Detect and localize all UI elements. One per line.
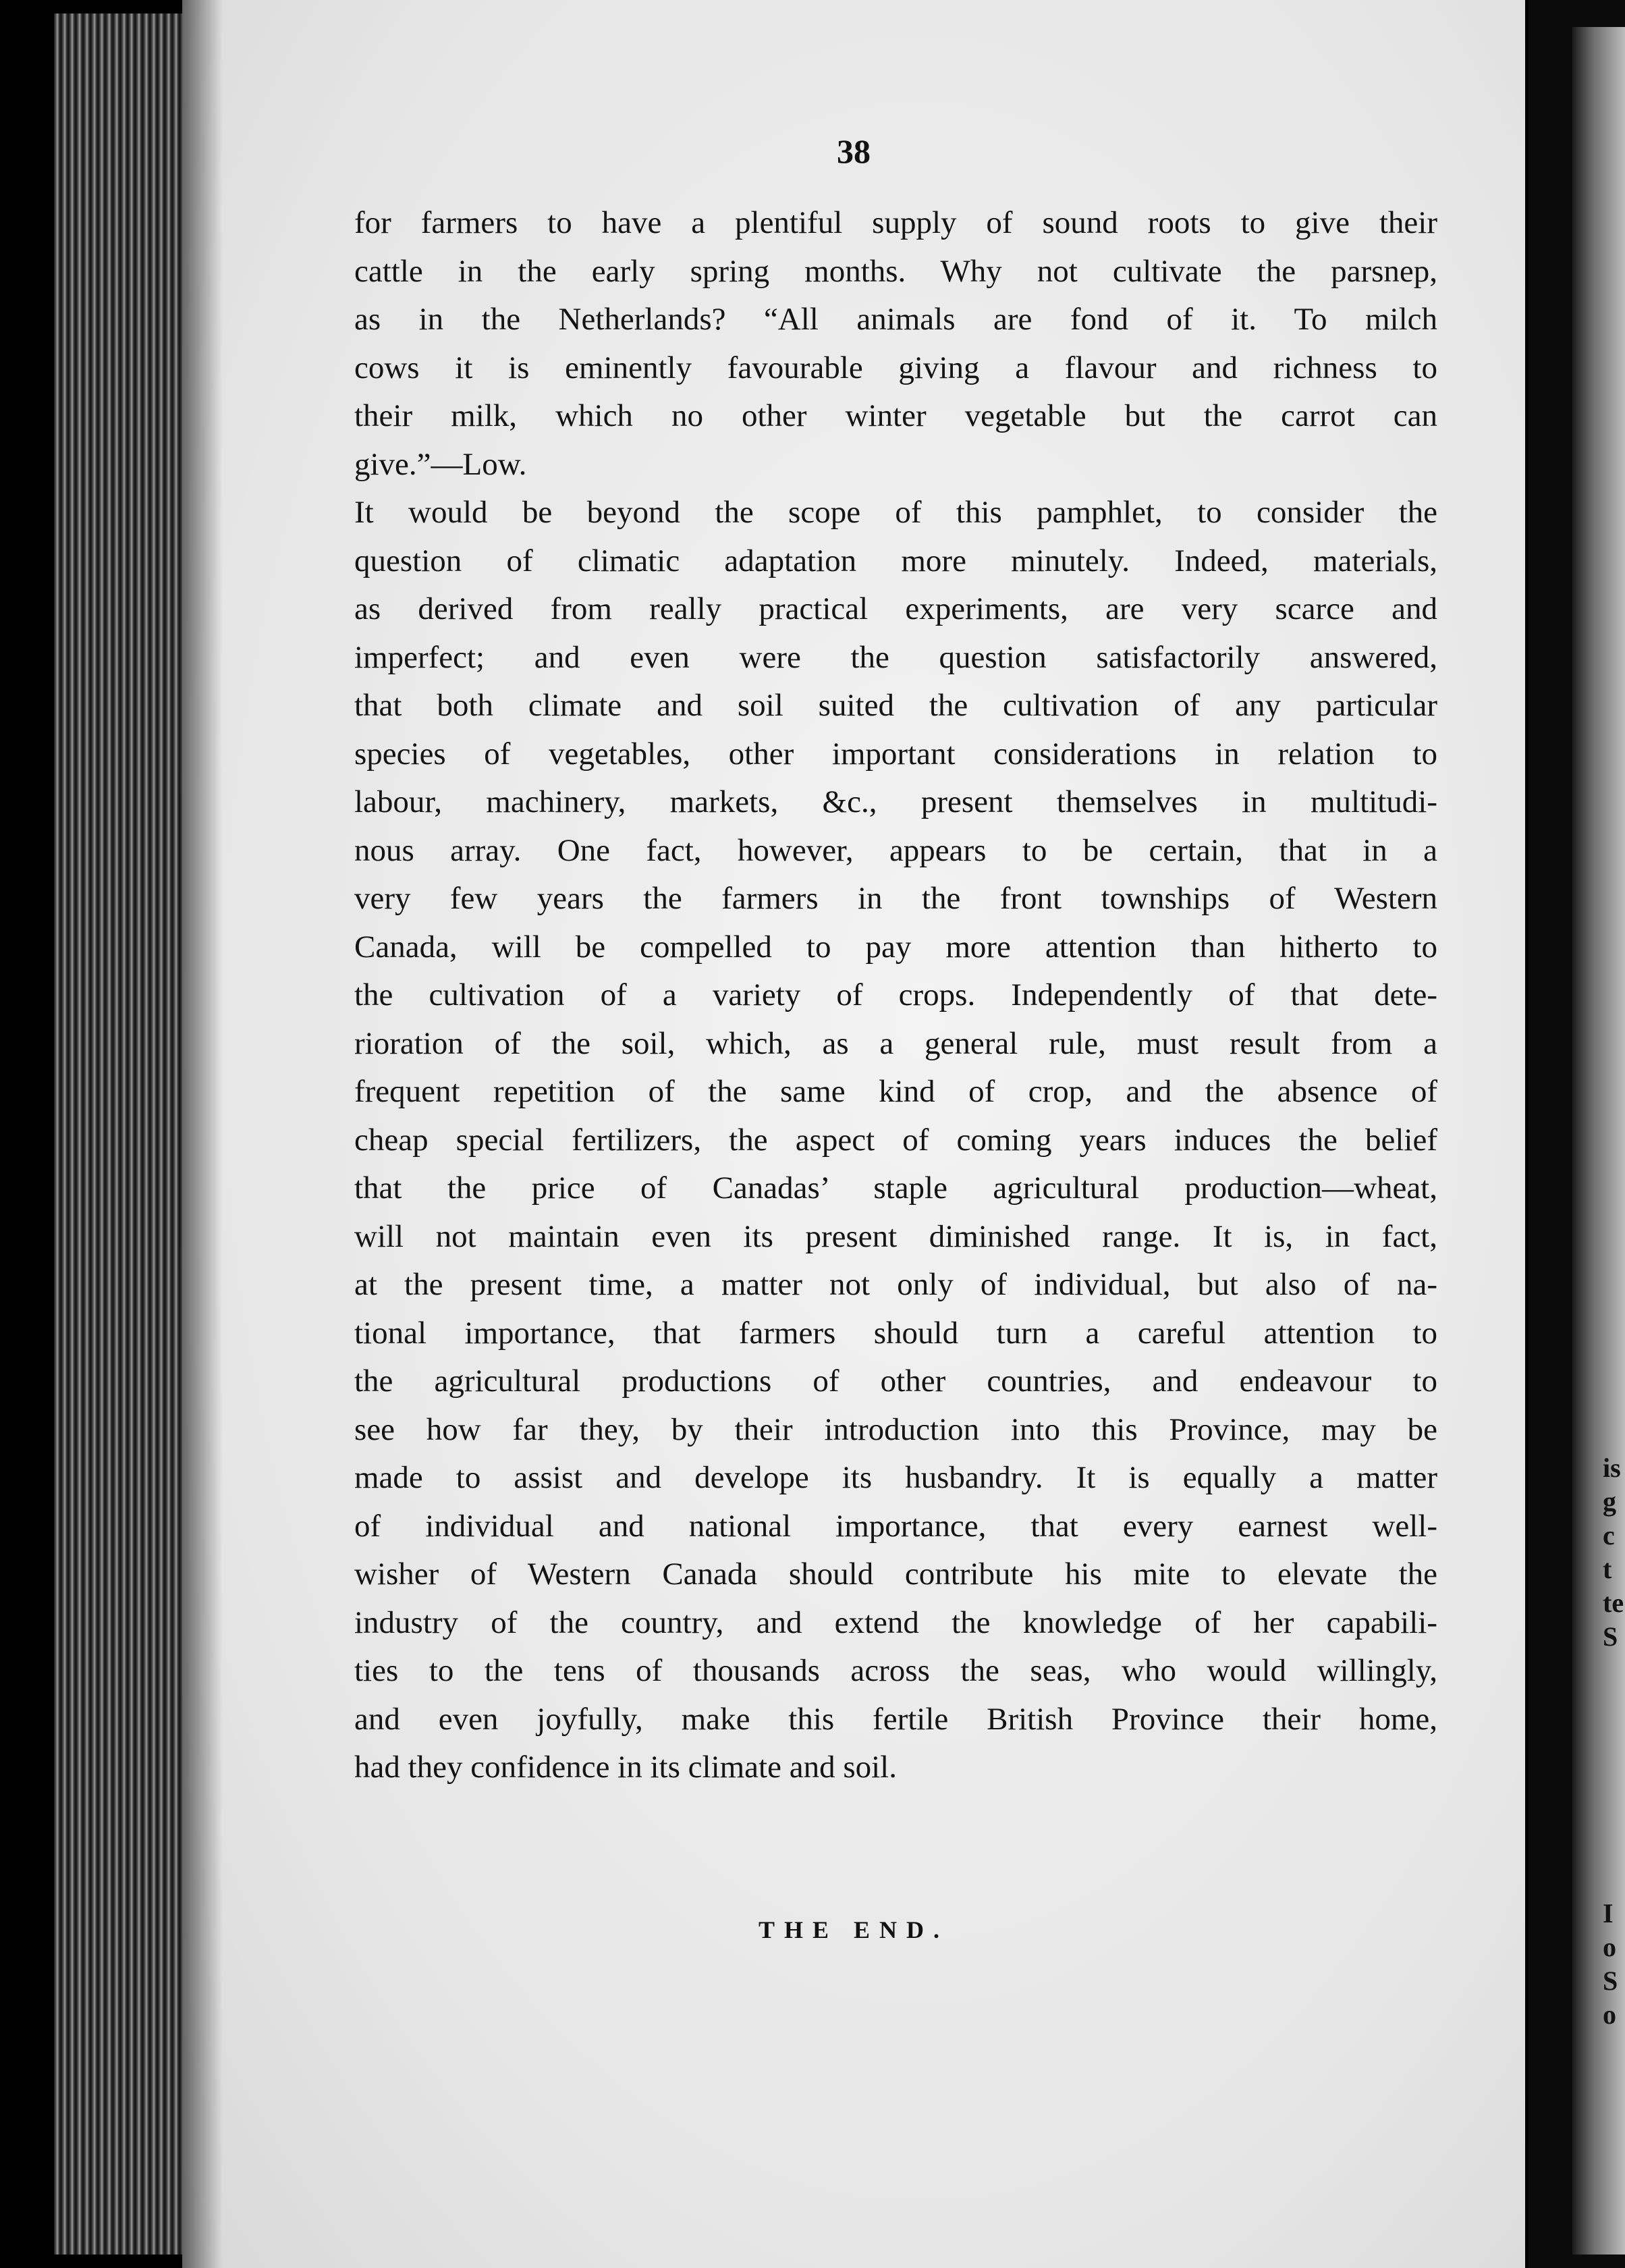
text-line: their milk, which no other winter vegetable but the carrot can: [354, 398, 1437, 433]
text-line: very few years the farmers in the front townships of Western: [354, 881, 1437, 916]
text-line: cheap special fertilizers, the aspect of coming years induces the belief: [354, 1122, 1437, 1158]
text-line: cattle in the early spring months. Why not cultivate the parsnep,: [354, 253, 1437, 289]
text-line: industry of the country, and extend the knowledge of her capabili-: [354, 1604, 1437, 1640]
text-line: question of climatic adaptation more minutely. Indeed, materials,: [354, 543, 1437, 578]
text-line: wisher of Western Canada should contribute his mite to elevate the: [354, 1557, 1437, 1592]
text-line: and even joyfully, make this fertile British Province their home,: [354, 1701, 1437, 1737]
facing-page-letter: te: [1603, 1588, 1624, 1618]
text-line: imperfect; and even were the question satisfactorily answered,: [354, 639, 1437, 675]
text-line: tional importance, that farmers should turn a careful attention to: [354, 1315, 1437, 1351]
text-line: had they confidence in its climate and soil.: [354, 1750, 897, 1785]
text-line: the agricultural productions of other countries, and endeavour to: [354, 1364, 1437, 1399]
text-line: rioration of the soil, which, as a general rule, must result from a: [354, 1025, 1437, 1061]
end-mark: THE END.: [758, 1916, 949, 1943]
facing-page-letter: S: [1603, 1621, 1618, 1652]
text-line: frequent repetition of the same kind of crop, and the absence of: [354, 1074, 1437, 1109]
book-page-edges: [54, 14, 189, 2254]
text-line: made to assist and develope its husbandry. It is equally a matter: [354, 1460, 1437, 1495]
text-line: ties to the tens of thousands across the seas, who would willingly,: [354, 1653, 1437, 1688]
text-line: that both climate and soil suited the cultivation of any particular: [354, 688, 1437, 723]
text-line: of individual and national importance, that every earnest well-: [354, 1508, 1437, 1544]
text-line: at the present time, a matter not only of individual, but also of na-: [354, 1267, 1437, 1302]
text-line: see how far they, by their introduction into this Province, may be: [354, 1411, 1437, 1447]
text-line: Canada, will be compelled to pay more attention than hitherto to: [354, 929, 1437, 965]
text-line: the cultivation of a variety of crops. Independently of that dete-: [354, 977, 1437, 1013]
text-line: labour, machinery, markets, &c., present themselves in multitudi-: [354, 784, 1437, 819]
facing-page-letter: o: [1603, 1999, 1616, 2030]
facing-page-letter: is: [1603, 1453, 1621, 1483]
facing-page-letter: t: [1603, 1554, 1612, 1584]
text-line: for farmers to have a plentiful supply of sound roots to give their: [354, 205, 1437, 240]
gutter-shadow: [182, 0, 223, 2268]
facing-page-letter: o: [1603, 1932, 1616, 1962]
text-line: as derived from really practical experiments, are very scarce and: [354, 591, 1437, 626]
text-line: nous array. One fact, however, appears to be certain, that in a: [354, 832, 1437, 868]
page-number: 38: [837, 132, 871, 170]
facing-page-letter: g: [1603, 1486, 1616, 1517]
text-line: give.”—Low.: [354, 446, 527, 482]
text-line: species of vegetables, other important considerations in relation to: [354, 736, 1437, 772]
text-line: It would be beyond the scope of this pamphlet, to consider the: [354, 495, 1437, 530]
text-line: cows it is eminently favourable giving a flavour and richness to: [354, 350, 1437, 385]
paragraph: [354, 199, 1437, 489]
facing-page-letter: I: [1603, 1898, 1614, 1928]
facing-page-letter: c: [1603, 1520, 1615, 1550]
paragraph: [354, 489, 1437, 1792]
body-text: [354, 199, 1437, 1792]
facing-page-letters: [1603, 1451, 1625, 2032]
text-line: as in the Netherlands? “All animals are fond of it. To milch: [354, 302, 1437, 337]
text-line: that the price of Canadas’ staple agricultural production—wheat,: [354, 1170, 1437, 1206]
text-line: will not maintain even its present diminished range. It is, in fact,: [354, 1218, 1437, 1254]
facing-page-letter: S: [1603, 1966, 1618, 1996]
